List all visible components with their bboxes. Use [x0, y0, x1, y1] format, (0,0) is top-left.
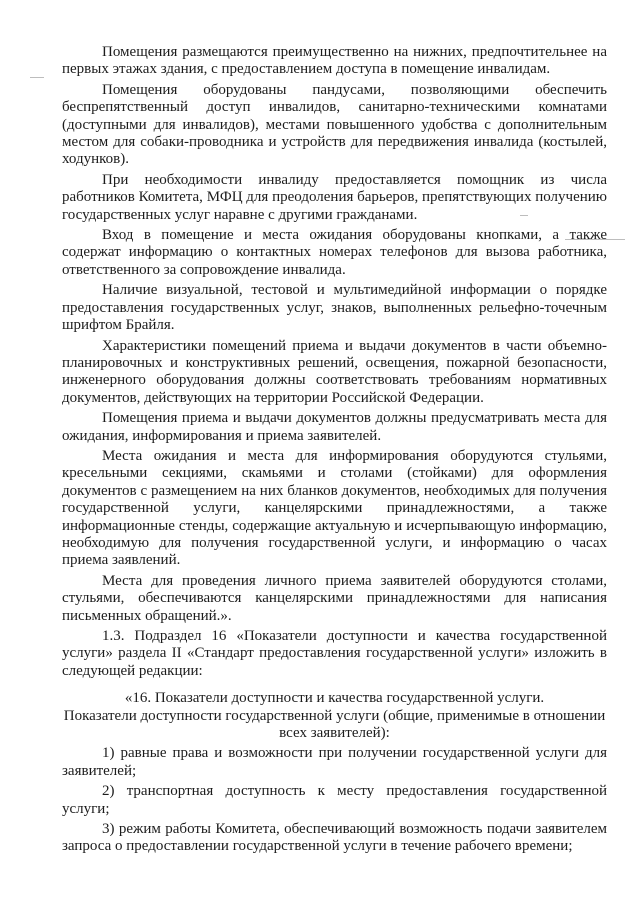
scan-mark	[30, 77, 44, 78]
paragraph: Вход в помещение и места ожидания оборудованы кнопками, а также содержат информацию о контактных номерах телефонов для вызова работника, ответственного за сопровождение инвалида.	[62, 227, 607, 278]
paragraph: Наличие визуальной, тестовой и мультимедийной информации о порядке предоставления государственных услуг, знаков, выполненных рельефно-точечным шрифтом Брайля.	[62, 282, 607, 334]
document-body	[62, 44, 607, 859]
paragraph: Места ожидания и места для информирования оборудуются стульями, кресельными секциями, скамьями и столами (стойками) для оформления документов с размещением на них бланков документов, необходимых для получения государственной услуги, канцелярскими принадлежностями, а также информационные стенды, содержащие актуальную и исчерпывающую информацию, необходимую для получения государственной услуги, и информацию о часах приема заявлений.	[62, 447, 607, 569]
section-title: «16. Показатели доступности и качества государственной услуги.	[124, 690, 545, 707]
list-item: 1) равные права и возможности при получении государственной услуги для заявителей;	[62, 745, 607, 779]
paragraph: При необходимости инвалиду предоставляется помощник из числа работников Комитета, МФЦ для преодоления барьеров, препятствующих получению государственных услуг наравне с другими гражданами.	[62, 171, 607, 223]
list-item: 3) режим работы Комитета, обеспечивающий возможность подачи заявителем запроса о предоставлении государственной услуги в течение рабочего времени;	[62, 821, 607, 855]
paragraph: Помещения размещаются преимущественно на нижних, предпочтительнее на первых этажах здания, с предоставлением доступа в помещение инвалидам.	[62, 44, 607, 78]
paragraph: Помещения приема и выдачи документов должны предусматривать места для ожидания, информирования и приема заявителей.	[62, 410, 607, 444]
paragraph: Помещения оборудованы пандусами, позволяющими обеспечить беспрепятственный доступ инвалидов, санитарно-техническими комнатами (доступными для инвалидов), местами повышенного удобства с дополнительным местом для собаки-проводника и устройств для передвижения инвалида (костылей, ходунков).	[62, 81, 607, 168]
section-subtitle: Показатели доступности государственной услуги (общие, применимые в отношении всех заявителей):	[63, 707, 606, 742]
paragraph: Характеристики помещений приема и выдачи документов в части объемно-планировочных и конструктивных решений, освещения, пожарной безопасности, инженерного оборудования должны соответствовать требованиям нормативных документов, действующих на территории Российской Федерации.	[62, 337, 607, 406]
paragraph: Места для проведения личного приема заявителей оборудуются столами, стульями, обеспечиваются канцелярскими принадлежностями для написания письменных обращений.».	[62, 572, 607, 624]
list-item: 2) транспортная доступность к месту предоставления государственной услуги;	[62, 783, 607, 817]
paragraph: 1.3. Подраздел 16 «Показатели доступности и качества государственной услуги» раздела II «Стандарт предоставления государственной услуги» изложить в следующей редакции:	[62, 628, 607, 679]
